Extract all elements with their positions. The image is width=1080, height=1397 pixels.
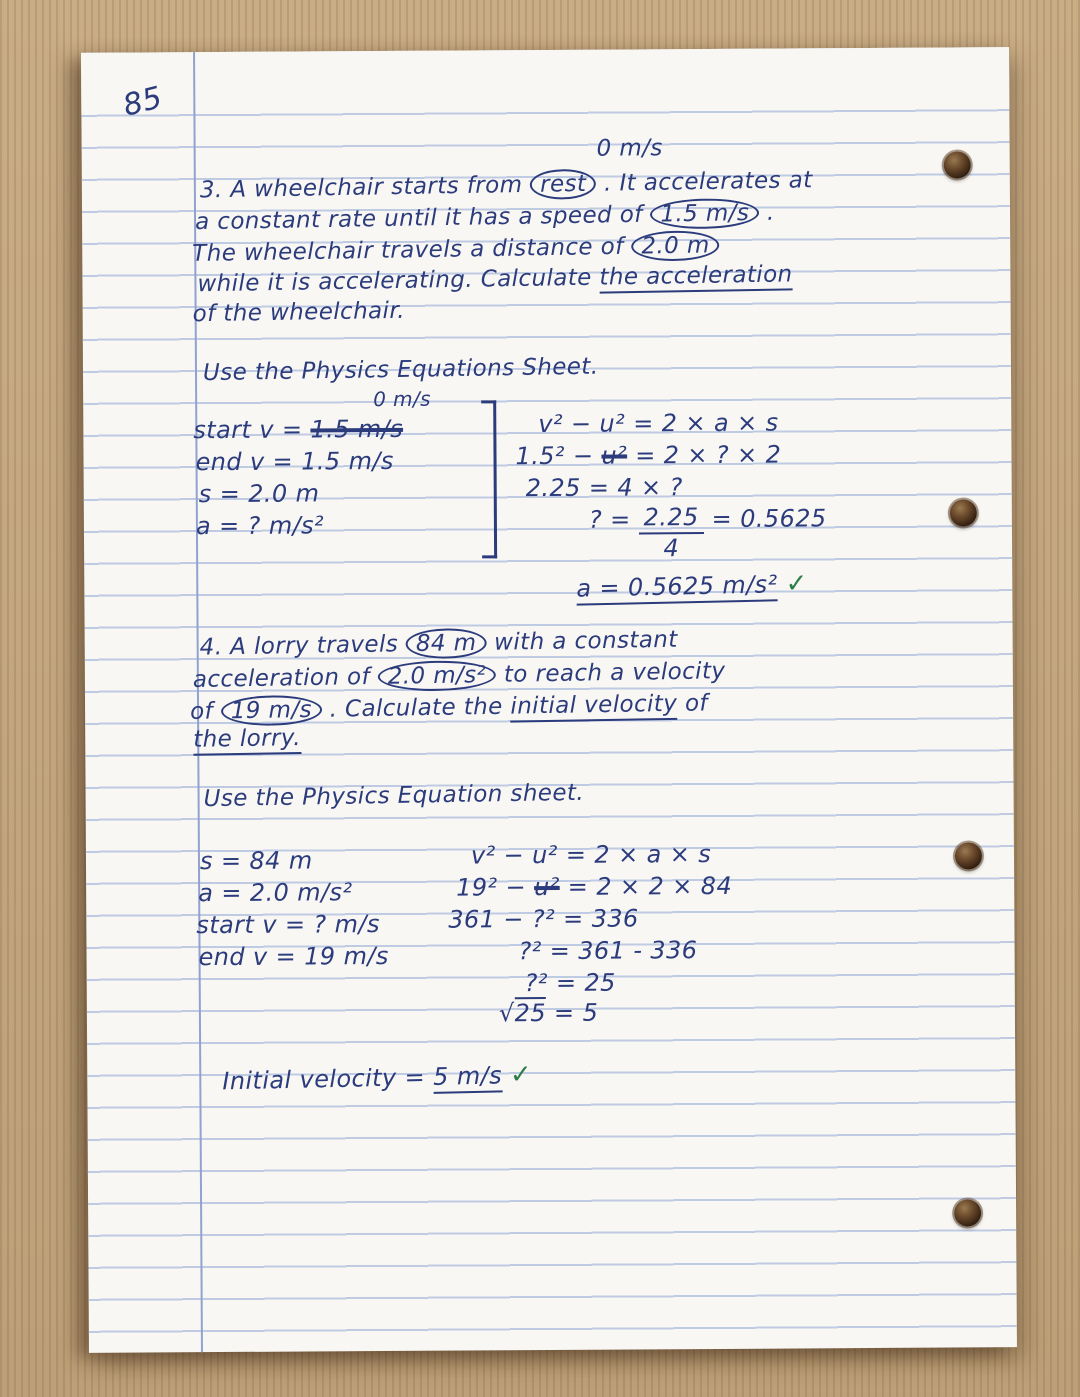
p4-line1-text-b: with a constant xyxy=(493,626,678,656)
p4-statement-line3 xyxy=(190,688,708,727)
p4-underlined-initial-velocity: initial velocity xyxy=(510,691,677,723)
p4-eq5: ?² = 25 xyxy=(524,968,616,998)
p4-given-start: start v = ? m/s xyxy=(196,910,380,940)
p4-circled-accel: 2.0 m/s² xyxy=(377,660,496,692)
page-number: 85 xyxy=(119,80,167,124)
p3-circled-distance: 2.0 m xyxy=(631,230,720,262)
p4-line1-text-a: 4. A lorry travels xyxy=(199,631,399,661)
p4-circled-velocity: 19 m/s xyxy=(221,695,323,727)
p4-eq6 xyxy=(499,999,598,1028)
p3-line1-text-a: 3. A wheelchair starts from xyxy=(199,171,523,204)
p3-given-accel: a = ? m/s² xyxy=(195,511,325,541)
binder-fastener-4 xyxy=(954,1199,981,1226)
binder-fastener-3 xyxy=(955,842,982,869)
p3-eq1: v² − u² = 2 × a × s xyxy=(538,408,779,439)
given-values-bracket xyxy=(481,400,497,558)
p3-eq3: 2.25 = 4 × ? xyxy=(525,473,683,503)
p4-sqrt-symbol: √ xyxy=(498,999,515,1028)
binder-fastener-1 xyxy=(944,151,971,178)
p3-line4-text-a: while it is accelerating. Calculate xyxy=(197,264,592,298)
p3-given-end: end v = 1.5 m/s xyxy=(195,446,394,477)
p3-check-mark: ✓ xyxy=(785,568,809,600)
p4-eq2-crossed: u² xyxy=(533,872,560,902)
p4-circled-distance: 84 m xyxy=(406,628,487,660)
p3-line2-text-b: . xyxy=(766,199,775,226)
p3-line3-text-a: The wheelchair travels a distance of xyxy=(192,233,624,267)
p4-given-accel: a = 2.0 m/s² xyxy=(198,878,353,908)
p3-given-start xyxy=(193,415,403,444)
p4-eq1: v² − u² = 2 × a × s xyxy=(470,840,712,870)
p3-fraction xyxy=(639,505,704,562)
p3-fraction-denominator: 4 xyxy=(663,534,680,563)
p3-eq4-a: ? = xyxy=(588,505,631,534)
p4-eq2-b: = 2 × 2 × 84 xyxy=(567,871,733,901)
p3-eq2-a: 1.5² − xyxy=(515,441,594,471)
p4-line2-text-a: acceleration of xyxy=(192,664,371,693)
notebook-page xyxy=(81,47,1017,1353)
p4-eq2 xyxy=(456,872,732,902)
p3-fraction-numerator: 2.25 xyxy=(639,505,704,535)
p4-line4-text: the lorry. xyxy=(193,725,301,756)
p4-answer-value: 5 m/s xyxy=(433,1061,503,1093)
p3-eq4 xyxy=(589,504,827,562)
p3-eq4-b: = 0.5625 xyxy=(711,504,827,534)
p4-given-end: end v = 19 m/s xyxy=(198,941,389,972)
p3-given-distance: s = 2.0 m xyxy=(198,479,320,509)
p3-line1-text-b: . It accelerates at xyxy=(603,167,813,197)
p4-sqrt-radicand: 25 xyxy=(514,999,547,1028)
p3-underlined-acceleration: the acceleration xyxy=(599,261,793,293)
p3-given-correction: 0 m/s xyxy=(373,386,431,412)
p4-line2-text-b: to reach a velocity xyxy=(503,658,726,688)
p3-line5-text: of the wheelchair. xyxy=(192,297,406,328)
p3-annotation-zero-ms: 0 m/s xyxy=(596,135,663,162)
p3-answer xyxy=(576,569,808,604)
p4-sheet-note: Use the Physics Equation sheet. xyxy=(203,779,585,813)
p4-line3-text-b: . Calculate the xyxy=(329,693,503,723)
p3-given-start-crossed: 1.5 m/s xyxy=(310,414,404,444)
p3-circled-rest: rest xyxy=(530,169,597,201)
p3-statement-line5 xyxy=(192,298,405,328)
p4-answer-label: Initial velocity = xyxy=(222,1063,426,1096)
p4-line3-text-a: of xyxy=(189,698,214,725)
p4-eq2-a: 19² − xyxy=(456,873,527,902)
p4-eq3: 361 − ?² = 336 xyxy=(448,904,639,934)
p4-check-mark: ✓ xyxy=(509,1059,533,1091)
p3-line2-text-a: a constant rate until it has a speed of xyxy=(194,201,643,236)
p3-sheet-note: Use the Physics Equations Sheet. xyxy=(202,353,599,387)
p4-given-distance: s = 84 m xyxy=(199,846,313,876)
p4-eq6-result: = 5 xyxy=(553,998,599,1027)
p3-eq2 xyxy=(515,441,781,471)
p3-circled-speed: 1.5 m/s xyxy=(650,198,759,230)
p4-statement-line4 xyxy=(193,725,301,753)
p4-answer xyxy=(222,1060,532,1097)
p3-given-start-label: start v = xyxy=(193,415,303,445)
binder-fastener-2 xyxy=(950,499,977,526)
p3-eq2-b: = 2 × ? × 2 xyxy=(635,440,782,470)
p3-answer-text: a = 0.5625 m/s² xyxy=(576,570,778,605)
p4-eq4: ?² = 361 - 336 xyxy=(518,936,698,966)
p3-eq2-crossed: u² xyxy=(601,441,628,470)
p4-line3-text-c: of xyxy=(684,690,709,717)
